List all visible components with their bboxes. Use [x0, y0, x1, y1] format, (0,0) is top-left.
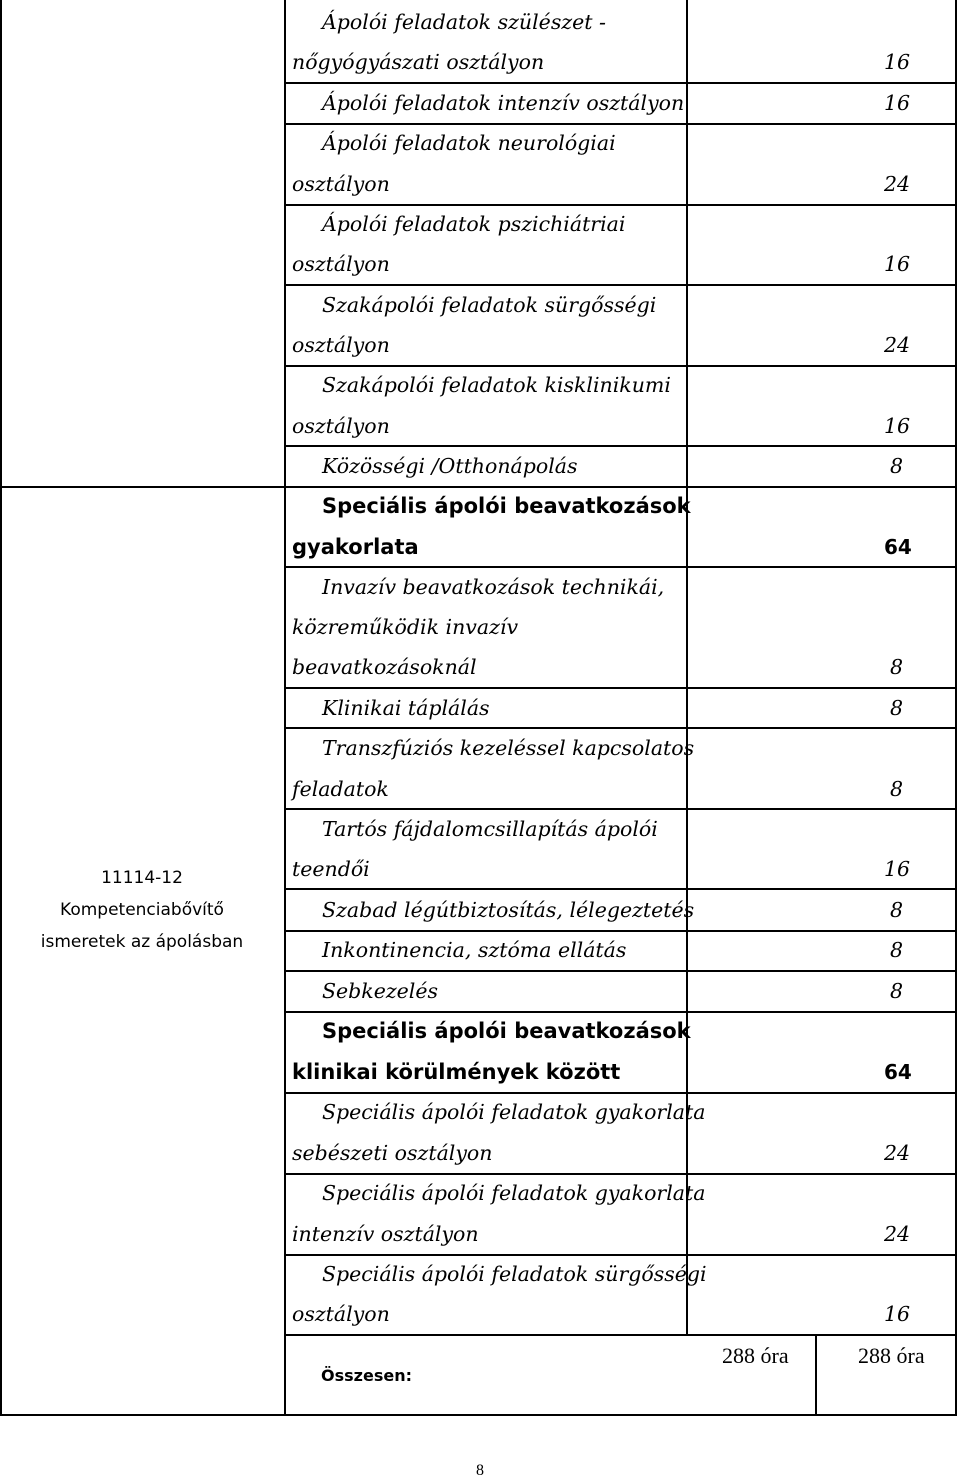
row-title: Ápolói feladatok neurológiai	[322, 131, 616, 155]
row-title-cont: osztályon	[292, 252, 390, 276]
module-col-border	[284, 0, 286, 1416]
row-separator	[284, 204, 957, 206]
row-separator	[284, 970, 957, 972]
row-title-cont: közreműködik invazív	[292, 615, 519, 639]
row-title: Klinikai táplálás	[322, 696, 490, 720]
group-heading: Speciális ápolói beavatkozások	[322, 1019, 691, 1043]
row-hours: 8	[890, 777, 904, 801]
total-label: Összesen:	[321, 1366, 412, 1385]
row-hours: 16	[884, 91, 911, 115]
hours-col-border-upper	[686, 0, 688, 124]
row-hours: 24	[884, 333, 911, 357]
row-title: Inkontinencia, sztóma ellátás	[322, 938, 627, 962]
table-border-right	[955, 0, 957, 1416]
module-name-line2: ismeretek az ápolásban	[40, 932, 244, 952]
row-separator	[284, 687, 957, 689]
row-separator	[284, 1092, 957, 1094]
row-hours: 8	[890, 898, 904, 922]
group-heading-cont: klinikai körülmények között	[292, 1060, 621, 1084]
row-title-cont: feladatok	[292, 777, 389, 801]
row-separator	[284, 445, 957, 447]
row-title: Speciális ápolói feladatok sürgősségi	[322, 1262, 707, 1286]
row-title: Transzfúziós kezeléssel kapcsolatos	[322, 736, 695, 760]
row-title: Ápolói feladatok szülészet -	[322, 10, 606, 34]
row-separator	[284, 486, 957, 488]
row-separator	[284, 1254, 957, 1256]
row-title: Szabad légútbiztosítás, lélegeztetés	[322, 898, 695, 922]
row-title-cont: intenzív osztályon	[292, 1222, 479, 1246]
row-title: Közösségi /Otthonápolás	[322, 454, 578, 478]
row-title: Szakápolói feladatok kisklinikumi	[322, 373, 671, 397]
row-hours: 24	[884, 1222, 911, 1246]
table-border-left	[0, 0, 2, 1416]
row-hours: 16	[884, 857, 911, 881]
row-separator	[284, 1334, 957, 1336]
row-hours: 16	[884, 1302, 911, 1326]
row-separator	[284, 930, 957, 932]
table-border-bottom	[0, 1414, 957, 1416]
row-separator	[284, 808, 957, 810]
row-title: Ápolói feladatok pszichiátriai	[322, 212, 626, 236]
row-separator	[284, 888, 957, 890]
row-title: Szakápolói feladatok sürgősségi	[322, 293, 657, 317]
row-title: Speciális ápolói feladatok gyakorlata	[322, 1100, 706, 1124]
module-code: 11114-12	[101, 868, 183, 888]
row-hours: 16	[884, 252, 911, 276]
row-hours: 8	[890, 454, 904, 478]
total-value-b: 288 óra	[858, 1343, 925, 1368]
row-separator	[284, 566, 957, 568]
page-number: 8	[476, 1462, 484, 1479]
row-title: Sebkezelés	[322, 979, 438, 1003]
row-separator	[284, 1011, 957, 1013]
row-separator	[284, 1173, 957, 1175]
row-title: Speciális ápolói feladatok gyakorlata	[322, 1181, 706, 1205]
row-separator	[284, 284, 957, 286]
group-hours: 64	[884, 1060, 912, 1084]
row-hours: 8	[890, 938, 904, 962]
row-hours: 24	[884, 1141, 911, 1165]
row-hours: 16	[884, 414, 911, 438]
left-col-divider	[0, 486, 284, 488]
row-title-cont: osztályon	[292, 172, 390, 196]
row-hours: 24	[884, 172, 911, 196]
group-heading-cont: gyakorlata	[292, 535, 419, 559]
row-separator	[284, 365, 957, 367]
row-title: Tartós fájdalomcsillapítás ápolói	[322, 817, 658, 841]
module-name-line1: Kompetenciabővítő	[60, 900, 224, 920]
row-title-cont: osztályon	[292, 414, 390, 438]
row-hours: 8	[890, 655, 904, 679]
row-separator	[284, 123, 957, 125]
row-separator	[284, 727, 957, 729]
row-title: Invazív beavatkozások technikái,	[322, 575, 665, 599]
total-value-a: 288 óra	[722, 1343, 789, 1368]
row-hours: 8	[890, 979, 904, 1003]
row-hours: 8	[890, 696, 904, 720]
group-hours: 64	[884, 535, 912, 559]
row-title-cont: beavatkozásoknál	[292, 655, 477, 679]
total-col-divider	[815, 1336, 817, 1416]
group-heading: Speciális ápolói beavatkozások	[322, 494, 691, 518]
row-hours: 16	[884, 50, 911, 74]
row-title: Ápolói feladatok intenzív osztályon	[322, 91, 685, 115]
row-separator	[284, 82, 957, 84]
row-title-cont: osztályon	[292, 333, 390, 357]
row-title-cont: teendői	[292, 857, 370, 881]
row-title-cont: sebészeti osztályon	[292, 1141, 493, 1165]
hours-col-border-upper2	[686, 124, 688, 1336]
row-title-cont: nőgyógyászati osztályon	[292, 50, 545, 74]
row-title-cont: osztályon	[292, 1302, 390, 1326]
